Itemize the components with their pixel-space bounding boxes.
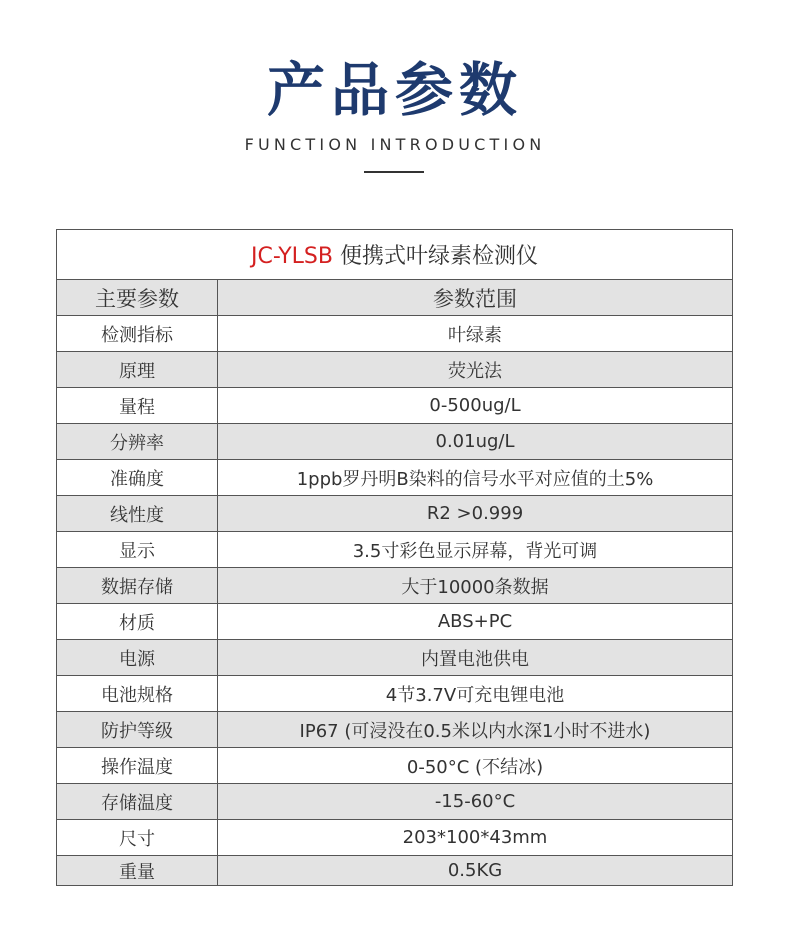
param-name-cell: 防护等级: [57, 712, 218, 748]
title-divider: [364, 171, 424, 173]
table-row: [57, 460, 733, 496]
param-name-cell: 材质: [57, 604, 218, 640]
column-header-param: 主要参数: [57, 280, 218, 316]
table-row: [57, 496, 733, 532]
param-value-cell: 荧光法: [218, 352, 733, 388]
param-name-cell: 量程: [57, 388, 218, 424]
param-value-cell: 203*100*43mm: [218, 820, 733, 856]
product-name: 便携式叶绿素检测仪: [339, 244, 538, 269]
param-value-cell: R2 >0.999: [218, 496, 733, 532]
table-row: [57, 748, 733, 784]
product-title-row: [57, 230, 733, 280]
table-row: [57, 316, 733, 352]
column-header-value: 参数范围: [218, 280, 733, 316]
param-name-cell: 尺寸: [57, 820, 218, 856]
param-value-cell: 4节3.7V可充电锂电池: [218, 676, 733, 712]
param-name-cell: 电源: [57, 640, 218, 676]
table-row: [57, 784, 733, 820]
param-name-cell: 电池规格: [57, 676, 218, 712]
table-row: [57, 568, 733, 604]
table-row: [57, 532, 733, 568]
param-value-cell: 叶绿素: [218, 316, 733, 352]
table-row: [57, 640, 733, 676]
table-row: [57, 604, 733, 640]
param-name-cell: 准确度: [57, 460, 218, 496]
param-value-cell: 内置电池供电: [218, 640, 733, 676]
param-value-cell: 1ppb罗丹明B染料的信号水平对应值的土5%: [218, 460, 733, 496]
param-value-cell: 0.5KG: [218, 856, 733, 886]
param-value-cell: 3.5寸彩色显示屏幕，背光可调: [218, 532, 733, 568]
param-name-cell: 显示: [57, 532, 218, 568]
param-value-cell: 大于10000条数据: [218, 568, 733, 604]
param-value-cell: ABS+PC: [218, 604, 733, 640]
param-value-cell: 0-50°C (不结冰): [218, 748, 733, 784]
param-name-cell: 线性度: [57, 496, 218, 532]
param-name-cell: 检测指标: [57, 316, 218, 352]
table-row: [57, 820, 733, 856]
model-number: JC-YLSB: [251, 244, 333, 269]
table-row: [57, 712, 733, 748]
param-name-cell: 原理: [57, 352, 218, 388]
param-value-cell: IP67 (可浸没在0.5米以内水深1小时不进水): [218, 712, 733, 748]
param-name-cell: 存储温度: [57, 784, 218, 820]
param-name-cell: 重量: [57, 856, 218, 886]
spec-table: [56, 229, 733, 886]
param-value-cell: -15-60°C: [218, 784, 733, 820]
table-row: [57, 676, 733, 712]
product-title-cell: [57, 230, 733, 280]
table-row: [57, 352, 733, 388]
table-row: [57, 856, 733, 886]
param-value-cell: 0-500ug/L: [218, 388, 733, 424]
page-subtitle: FUNCTION INTRODUCTION: [244, 135, 546, 154]
param-value-cell: 0.01ug/L: [218, 424, 733, 460]
table-row: [57, 424, 733, 460]
table-header-row: [57, 280, 733, 316]
table-row: [57, 388, 733, 424]
param-name-cell: 数据存储: [57, 568, 218, 604]
page-title: 产品参数: [266, 56, 523, 124]
param-name-cell: 分辨率: [57, 424, 218, 460]
param-name-cell: 操作温度: [57, 748, 218, 784]
